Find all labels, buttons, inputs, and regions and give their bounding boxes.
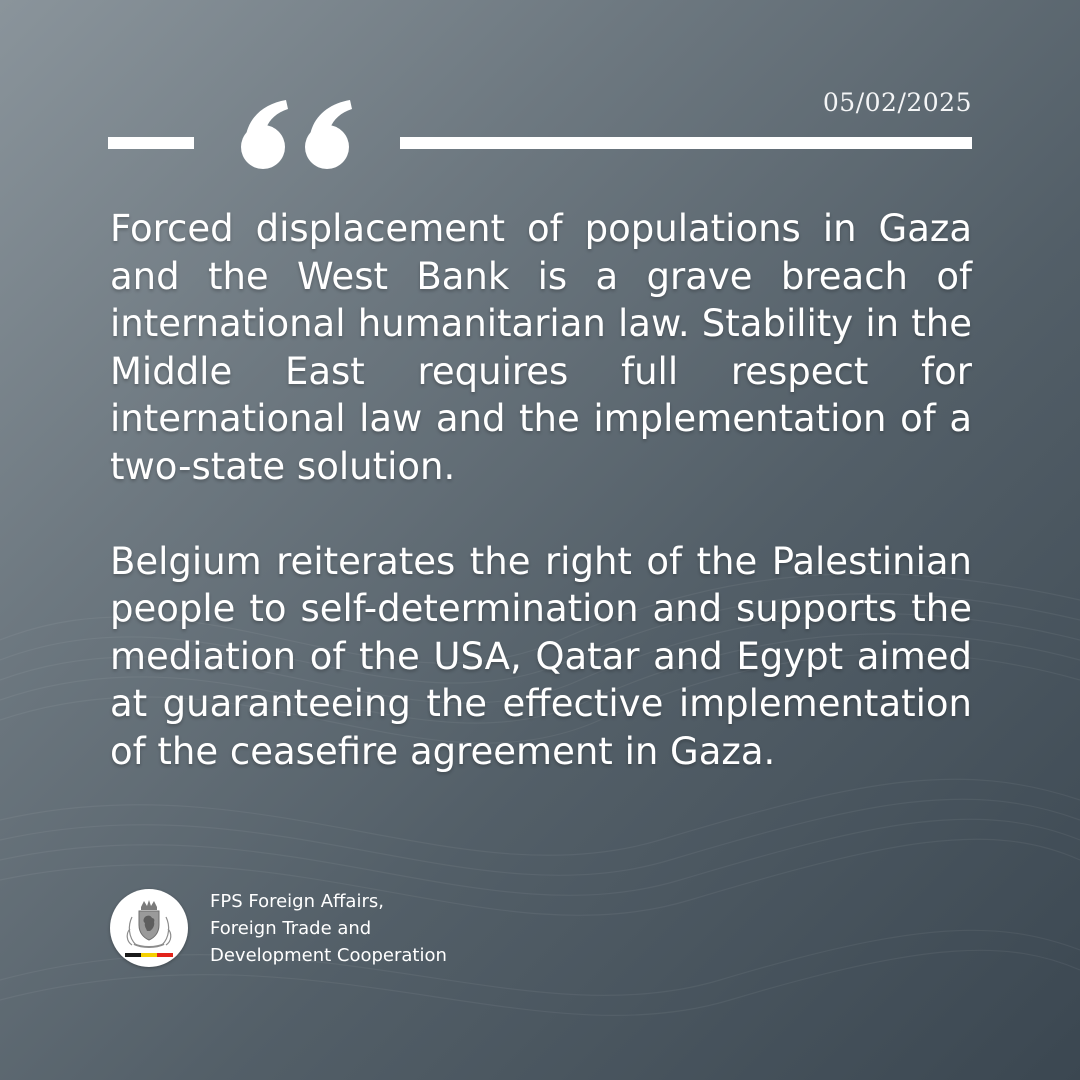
organization-name-line: FPS Foreign Affairs,: [210, 890, 384, 912]
organization-name: [210, 888, 447, 969]
belgian-coat-of-arms-icon: [110, 889, 188, 967]
decorative-rule-right: [400, 137, 972, 149]
decorative-rule-left: [108, 137, 194, 149]
footer: [110, 888, 447, 968]
statement-text: [110, 205, 972, 775]
opening-quote-icon: [236, 96, 360, 176]
organization-name-line: Foreign Trade and: [210, 917, 372, 939]
statement-paragraph: Forced displacement of populations in Gaza and the West Bank is a grave breach of international humanitarian law. Stability in the Middle East requires full respect for international law and the implementation of a two-state solution.: [110, 207, 972, 488]
organization-name-line: Development Cooperation: [210, 944, 447, 966]
statement-paragraph: Belgium reiterates the right of the Palestinian people to self-determination and supports the mediation of the USA, Qatar and Egypt aimed at guaranteeing the effective implementation of the ceasefire agreement in Gaza.: [110, 539, 972, 773]
post-date: 05/02/2025: [822, 88, 972, 117]
